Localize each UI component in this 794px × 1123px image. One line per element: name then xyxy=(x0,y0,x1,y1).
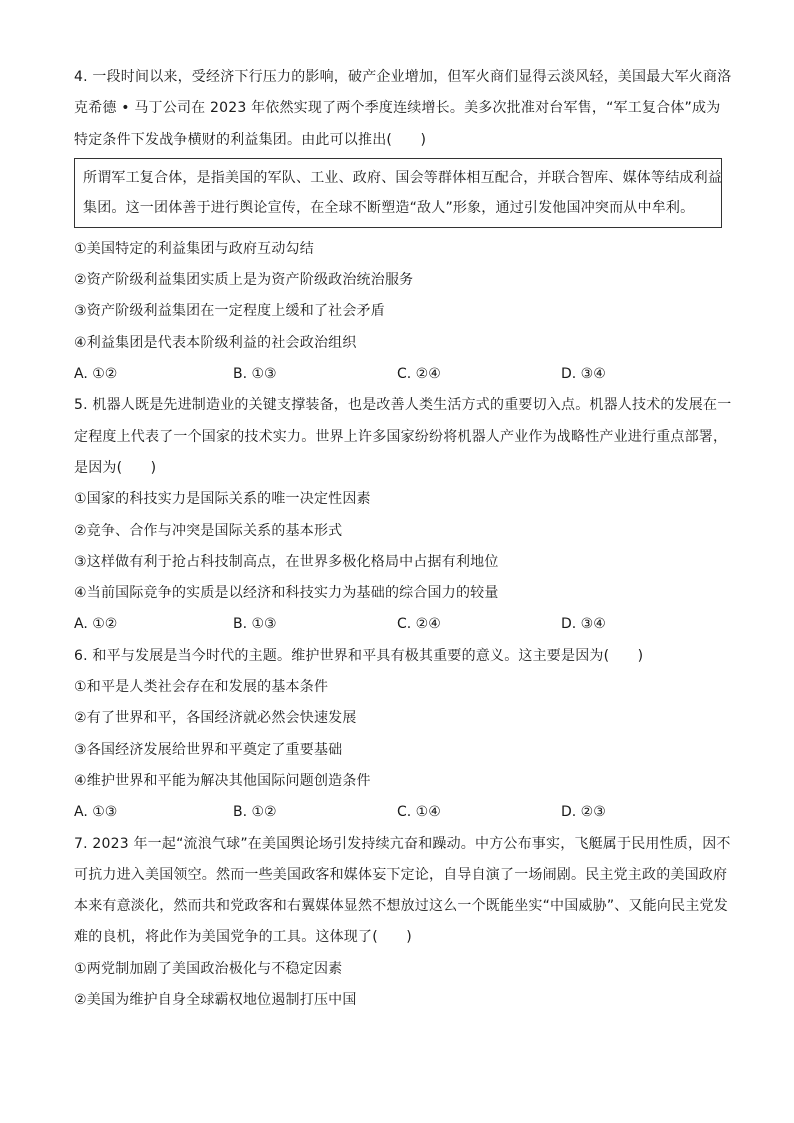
choice-c: C. ②④ xyxy=(397,616,441,633)
question-5-stem-line: 定程度上代表了一个国家的技术实力。世界上许多国家纷纷将机器人产业作为战略性产业进行重点部署， xyxy=(74,428,728,445)
statement-option: ④当前国际竞争的实质是以经济和科技实力为基础的综合国力的较量 xyxy=(74,585,499,602)
statement-option: ②竞争、合作与冲突是国际关系的基本形式 xyxy=(74,522,343,539)
statement-option: ①美国特定的利益集团与政府互动勾结 xyxy=(74,240,314,257)
question-7-stem-line: 难的良机，将此作为美国党争的工具。这体现了( ) xyxy=(74,929,412,946)
question-6 xyxy=(74,641,722,829)
choice-b: B. ①③ xyxy=(233,616,277,633)
question-4-material-box xyxy=(74,158,722,228)
question-6-stem-line: 6. 和平与发展是当今时代的主题。维护世界和平具有极其重要的意义。这主要是因为( ) xyxy=(74,647,644,664)
statement-option: ②资产阶级利益集团实质上是为资产阶级政治统治服务 xyxy=(74,272,414,289)
statement-option: ①国家的科技实力是国际关系的唯一决定性因素 xyxy=(74,491,371,508)
statement-option: ②美国为维护自身全球霸权地位遏制打压中国 xyxy=(74,992,357,1009)
statement-option: ①两党制加剧了美国政治极化与不稳定因素 xyxy=(74,960,343,977)
statement-option: ③资产阶级利益集团在一定程度上缓和了社会矛盾 xyxy=(74,303,385,320)
statement-option: ④利益集团是代表本阶级利益的社会政治组织 xyxy=(74,334,357,351)
statement-option: ①和平是人类社会存在和发展的基本条件 xyxy=(74,679,329,696)
material-line: 集团。这一团体善于进行舆论宣传，在全球不断塑造“敌人”形象，通过引发他国冲突而从中牟利。 xyxy=(83,199,695,216)
exam-page xyxy=(74,62,732,1016)
choice-a: A. ①② xyxy=(74,366,118,383)
question-7-stem-line: 7. 2023 年一起“流浪气球”在美国舆论场引发持续亢奋和躁动。中方公布事实，飞艇属于民用性质，因不 xyxy=(74,835,731,852)
choice-d: D. ③④ xyxy=(561,366,606,383)
question-5 xyxy=(74,390,732,640)
question-5-stem-line: 5. 机器人既是先进制造业的关键支撑装备，也是改善人类生活方式的重要切入点。机器人技术的发展在一 xyxy=(74,397,732,414)
choice-b: B. ①② xyxy=(233,804,277,821)
choice-c: C. ①④ xyxy=(397,804,441,821)
choice-a: A. ①③ xyxy=(74,804,118,821)
question-7-stem-line: 可抗力进入美国领空。然而一些美国政客和媒体妄下定论，自导自演了一场闹剧。民主党主政的美国政府 xyxy=(74,866,728,883)
question-4-stem-line: 克希德 • 马丁公司在 2023 年依然实现了两个季度连续增长。美多次批准对台军售，“军工复合体”成为 xyxy=(74,100,721,117)
question-4-stem-line: 4. 一段时间以来，受经济下行压力的影响，破产企业增加，但军火商们显得云淡风轻，美国最大军火商洛 xyxy=(74,69,732,85)
statement-option: ②有了世界和平，各国经济就必然会快速发展 xyxy=(74,710,357,727)
question-7-stem-line: 本来有意淡化，然而共和党政客和右翼媒体显然不想放过这么一个既能坐实“中国威胁”、又能向民主党发 xyxy=(74,898,728,915)
question-5-stem-line: 是因为( ) xyxy=(74,459,157,476)
answer-choices xyxy=(74,797,722,828)
statement-option: ③这样做有利于抢占科技制高点，在世界多极化格局中占据有利地位 xyxy=(74,553,499,570)
choice-d: D. ③④ xyxy=(561,616,606,633)
choice-d: D. ②③ xyxy=(561,804,606,821)
question-4 xyxy=(74,62,732,390)
choice-c: C. ②④ xyxy=(397,366,441,383)
question-4-stem-line: 特定条件下发战争横财的利益集团。由此可以推出( ) xyxy=(74,131,427,148)
choice-b: B. ①③ xyxy=(233,366,277,383)
statement-option: ③各国经济发展给世界和平奠定了重要基础 xyxy=(74,741,343,758)
material-line: 所谓军工复合体，是指美国的军队、工业、政府、国会等群体相互配合，并联合智库、媒体等结成利益 xyxy=(83,169,722,186)
answer-choices xyxy=(74,359,722,390)
statement-option: ④维护世界和平能为解决其他国际问题创造条件 xyxy=(74,772,371,789)
answer-choices xyxy=(74,609,722,640)
choice-a: A. ①② xyxy=(74,616,118,633)
question-7 xyxy=(74,829,731,1017)
